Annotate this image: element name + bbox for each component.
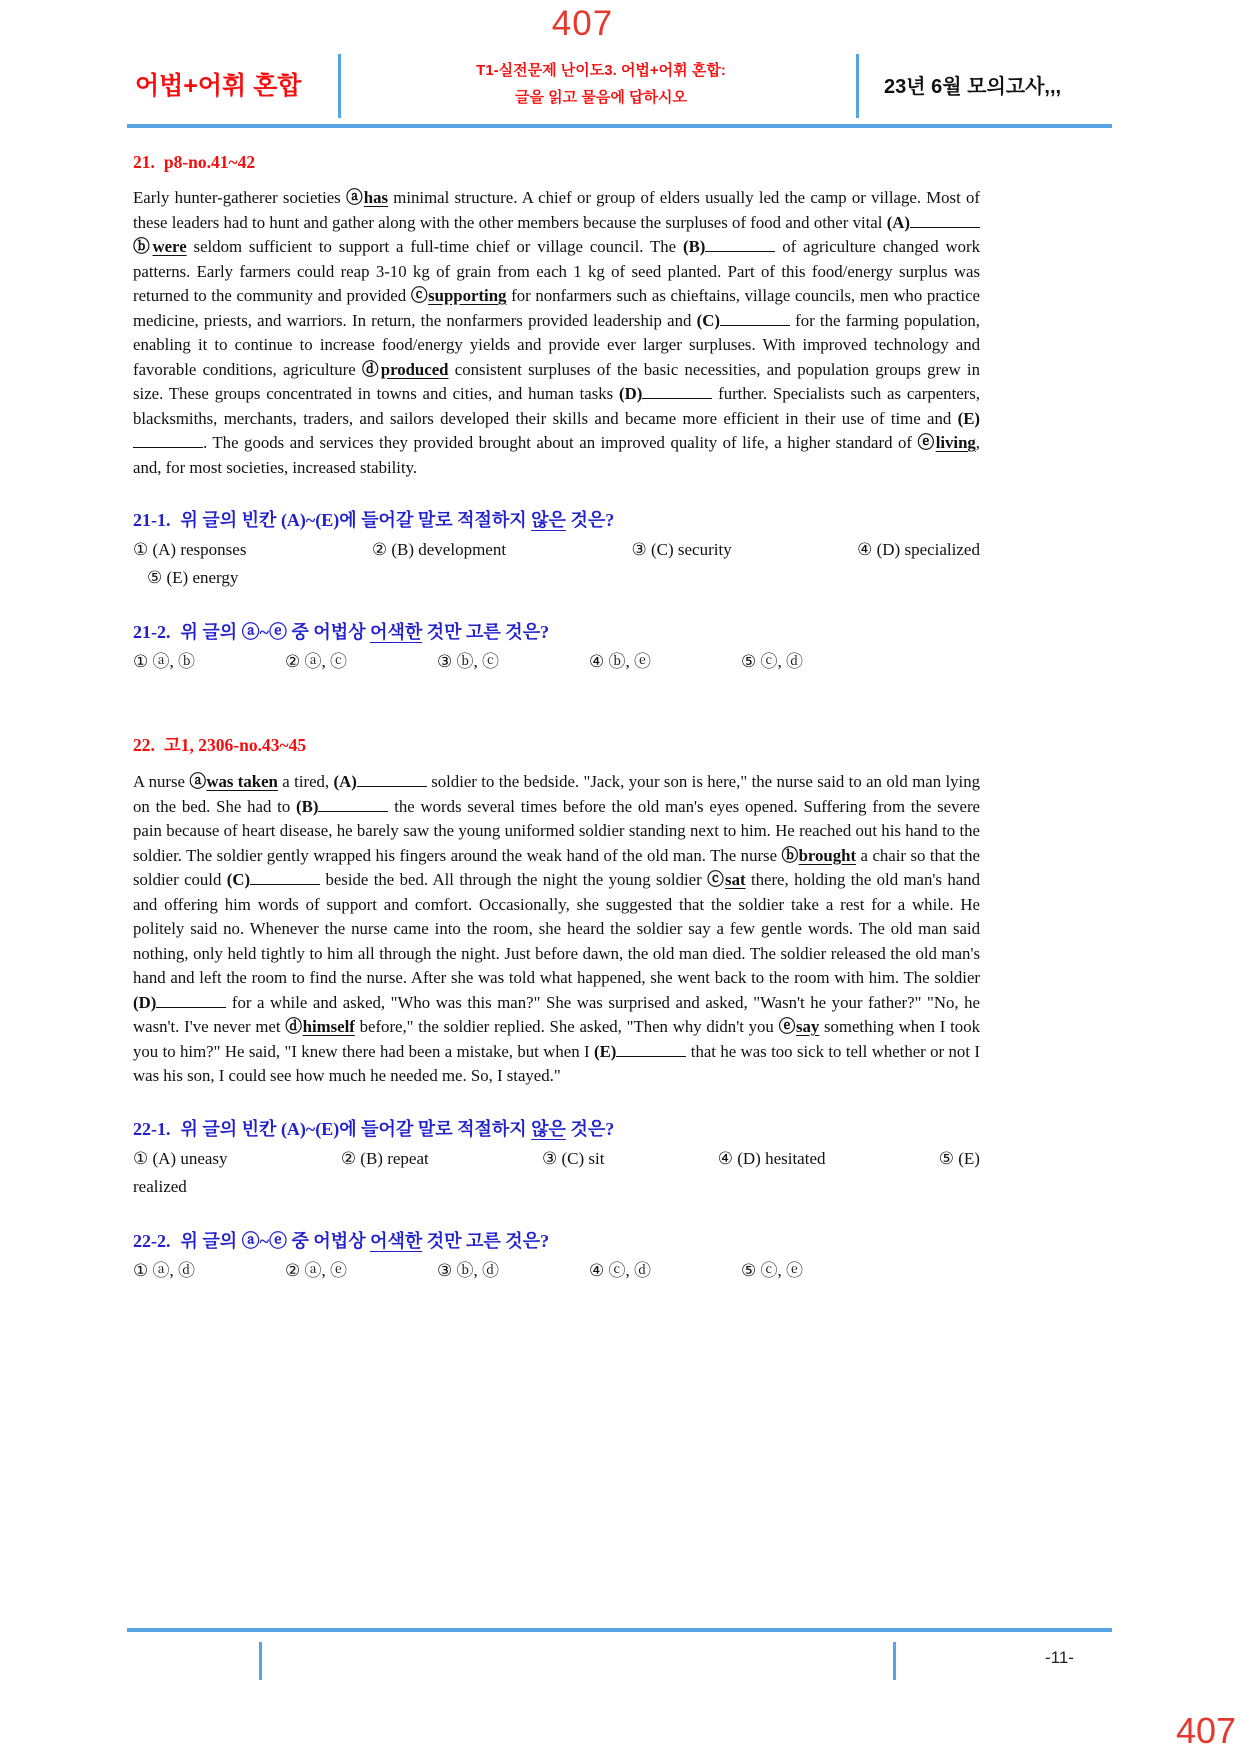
answer-option: ④ (D) specialized <box>857 540 980 559</box>
header-rule <box>127 124 1112 128</box>
question-21-source: p8-no.41~42 <box>163 152 256 172</box>
fill-in-blank-line <box>133 443 203 448</box>
subquestion-22-2-options <box>133 1257 980 1285</box>
marked-word: brought <box>798 845 857 865</box>
fill-in-blank-line <box>705 247 775 252</box>
subquestion-21-1-title <box>133 506 980 532</box>
circled-letter-marker: ⓑ <box>781 845 799 865</box>
marked-word: living <box>935 433 976 452</box>
answer-option: ③ ⓑ, ⓒ <box>437 652 499 671</box>
circled-letter-marker: ⓓ <box>361 359 381 379</box>
exam-title: 23년 6월 모의고사,,, <box>884 76 1062 98</box>
page-number-top: 407 <box>551 4 614 43</box>
fill-in-blank-line <box>357 782 427 787</box>
footer-divider-left <box>259 1642 262 1680</box>
options-row <box>133 536 980 564</box>
answer-option: ② (B) repeat <box>340 1148 429 1168</box>
blank-label: (D) <box>133 992 157 1012</box>
subquestion-21-2-prompt: 위 글의 ⓐ~ⓔ 중 어법상 어색한 것만 고른 것은? <box>180 622 550 642</box>
subquestion-22-1-label: 22-1. <box>133 1118 171 1139</box>
options-row <box>133 1257 980 1285</box>
content-column <box>133 152 980 1285</box>
question-22-source: 고1, 2306-no.43~45 <box>163 735 307 755</box>
blank-label: (A) <box>333 772 357 791</box>
underlined-word: 않은 <box>531 510 566 530</box>
subquestion-21-2-label: 21-2. <box>133 622 171 642</box>
subquestion-21-2 <box>133 618 980 676</box>
fill-in-blank-line <box>156 1003 226 1008</box>
blank-label: (C) <box>226 870 251 889</box>
question-21-number: 21. <box>133 152 155 172</box>
options-row <box>133 1145 980 1173</box>
fill-in-blank-line <box>642 394 712 399</box>
answer-option: realized <box>133 1176 187 1196</box>
blank-label: (D) <box>618 384 643 403</box>
footer-rule <box>127 1628 1112 1632</box>
subquestion-21-1 <box>133 506 980 592</box>
subquestion-22-1 <box>133 1115 980 1201</box>
page-number-footer: -11- <box>1045 1648 1074 1667</box>
header-divider-right <box>856 54 859 118</box>
subquestion-22-2-title <box>133 1227 980 1253</box>
marked-word: were <box>152 237 187 256</box>
answer-option: ④ (D) hesitated <box>717 1148 826 1168</box>
fill-in-blank-line <box>910 223 980 228</box>
page-number-bottom: 407 <box>1176 1710 1237 1751</box>
marked-word: say <box>795 1017 820 1036</box>
subquestion-21-1-label: 21-1. <box>133 510 171 530</box>
header-subtitle <box>366 57 836 111</box>
blank-label: (C) <box>696 310 720 330</box>
subquestion-22-1-title <box>133 1115 980 1141</box>
marked-word: himself <box>302 1017 355 1036</box>
underlined-word: 어색한 <box>370 622 423 642</box>
underlined-word: 어색한 <box>370 1230 423 1251</box>
circled-letter-marker: ⓐ <box>189 772 207 791</box>
circled-letter-marker: ⓓ <box>285 1017 303 1036</box>
marked-word: sat <box>725 870 746 889</box>
circled-letter-marker: ⓔ <box>917 433 936 452</box>
marked-word: produced <box>380 359 449 379</box>
answer-option: ③ ⓑ, ⓓ <box>437 1260 499 1280</box>
answer-option: ① (A) uneasy <box>133 1148 228 1168</box>
subquestion-21-2-options <box>133 648 980 676</box>
question-22-passage: A nurse ⓐwas taken a tired, (A) soldier to the bedside. "Jack, your son is here," the nurse said to an old man lying on the bed. She had to (B) the words several times before the old man's eyes opened. Suffering from the severe pain because of heart disease, he barely saw the young uniformed soldier standing next to him. He reached out his hand to the soldier. The soldier gently wrapped his fingers around the weak hand of the old man. The nurse ⓑbrought a chair so that the soldier could (C) beside the bed. All through the night the young soldier ⓒsat there, holding the old man's hand and offering him words of support and comfort. Occasionally, she suggested that the soldier take a rest for a while. He politely said no. Whenever the nurse came into the room, she heard the soldier say a few gentle words. The old man said nothing, only held tightly to him all through the night. Just before dawn, the old man died. The soldier released the old man's hand and left the room to find the nurse. After she was told what happened, she went back to the room with him. The soldier (D) for a while and asked, "Who was this man?" She was surprised and asked, "Wasn't he your father?" "No, he wasn't. I've never met ⓓhimself before," the soldier replied. She asked, "Then why didn't you ⓔsay something when I took you to him?" He said, "I knew there had been a mistake, but when I (E) that he was too sick to tell whether or not I was his son, I could see how much he needed me. So, I stayed." <box>133 772 980 1085</box>
subquestion-21-2-title <box>133 618 980 644</box>
marked-word: was taken <box>206 772 278 791</box>
subquestion-22-2-prompt: 위 글의 ⓐ~ⓔ 중 어법상 어색한 것만 고른 것은? <box>180 1230 550 1251</box>
subquestion-21-1-options <box>133 536 980 592</box>
question-21-title <box>133 152 980 173</box>
subquestion-22-1-prompt: 위 글의 빈칸 (A)~(E)에 들어갈 말로 적절하지 않은 것은? <box>180 1118 615 1139</box>
underlined-word: 않은 <box>531 1118 566 1139</box>
question-22 <box>133 732 980 1285</box>
answer-option: ③ (C) sit <box>542 1148 605 1168</box>
fill-in-blank-line <box>720 321 790 326</box>
header-divider-left <box>338 54 341 118</box>
answer-option: ① (A) responses <box>133 540 247 559</box>
blank-label: (B) <box>683 237 706 256</box>
blank-label: (B) <box>296 796 319 816</box>
header-subtitle-line2: 글을 읽고 물음에 답하시오 <box>515 89 687 106</box>
answer-option: ⑤ ⓒ, ⓓ <box>741 652 803 671</box>
header-subtitle-line1: T1-실전문제 난이도3. 어법+어휘 혼합: <box>476 62 726 79</box>
question-21 <box>133 152 980 676</box>
answer-option: ③ (C) security <box>631 540 732 559</box>
section-title: 어법+어휘 혼합 <box>135 72 302 100</box>
footer-divider-right <box>893 1642 896 1680</box>
marked-word: supporting <box>428 286 507 305</box>
answer-option: ⑤ (E) <box>938 1148 980 1168</box>
circled-letter-marker: ⓔ <box>778 1017 796 1036</box>
subquestion-22-2-label: 22-2. <box>133 1230 171 1251</box>
question-22-number: 22. <box>133 735 155 755</box>
fill-in-blank-line <box>616 1052 686 1057</box>
options-row <box>133 564 980 592</box>
blank-label: (E) <box>957 408 980 428</box>
circled-letter-marker: ⓑ <box>133 237 153 256</box>
answer-option: ① ⓐ, ⓓ <box>133 1260 195 1280</box>
options-row <box>133 648 980 676</box>
marked-word: has <box>363 188 389 207</box>
answer-option: ② (B) development <box>371 540 507 559</box>
question-21-passage: Early hunter-gatherer societies ⓐhas minimal structure. A chief or group of elders usually led the camp or village. Most of these leaders had to hunt and gather along with the other members because the surpluses of food and other vital (A) ⓑwere seldom sufficient to support a full-time chief or village council. The (B) of agriculture changed work patterns. Early farmers could reap 3-10 kg of grain from each 1 kg of seed planted. Part of this food/energy surplus was returned to the community and provided ⓒsupporting for nonfarmers such as chieftains, village councils, men who practice medicine, priests, and warriors. In return, the nonfarmers provided leadership and (C) for the farming population, enabling it to continue to increase food/energy yields and provide ever larger surpluses. With improved technology and favorable conditions, agriculture ⓓproduced consistent surpluses of the basic necessities, and population groups grew in size. These groups concentrated in towns and cities, and human tasks (D) further. Specialists such as carpenters, blacksmiths, merchants, traders, and sailors developed their skills and became more efficient in their use of time and (E). The goods and services they provided brought about an improved quality of life, a higher standard of ⓔliving, and, for most societies, increased stability. <box>133 188 980 477</box>
subquestion-22-1-options <box>133 1145 980 1201</box>
answer-option: ⑤ (E) energy <box>147 568 239 587</box>
circled-letter-marker: ⓒ <box>707 870 726 889</box>
blank-label: (E) <box>594 1041 617 1061</box>
answer-option: ⑤ ⓒ, ⓔ <box>741 1260 803 1280</box>
answer-option: ④ ⓑ, ⓔ <box>589 652 651 671</box>
answer-option: ④ ⓒ, ⓓ <box>589 1260 651 1280</box>
circled-letter-marker: ⓐ <box>345 188 364 207</box>
answer-option: ② ⓐ, ⓔ <box>285 1260 347 1280</box>
answer-option: ① ⓐ, ⓑ <box>133 652 195 671</box>
options-row <box>133 1173 980 1201</box>
question-22-title <box>133 732 980 757</box>
fill-in-blank-line <box>250 880 320 885</box>
fill-in-blank-line <box>318 807 388 812</box>
subquestion-21-1-prompt: 위 글의 빈칸 (A)~(E)에 들어갈 말로 적절하지 않은 것은? <box>180 510 615 530</box>
circled-letter-marker: ⓒ <box>410 286 429 305</box>
subquestion-22-2 <box>133 1227 980 1285</box>
blank-label: (A) <box>886 212 910 232</box>
answer-option: ② ⓐ, ⓒ <box>285 652 347 671</box>
